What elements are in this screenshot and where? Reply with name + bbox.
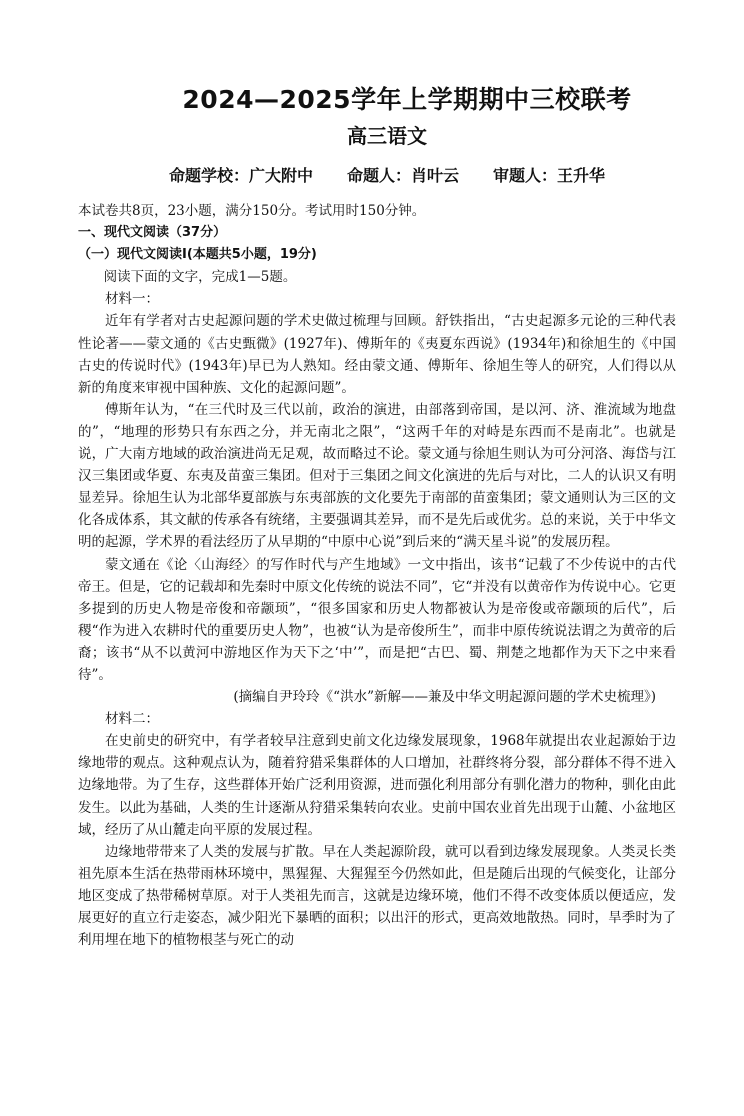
material-2-paragraph: 在史前史的研究中，有学者较早注意到史前文化边缘发展现象，1968年就提出农业起源始于边缘地带的观点。这种观点认为，随着狩猎采集群体的人口增加，社群终将分裂，部分群体不得不进入边缘地带。为了生存，这些群体开始广泛利用资源，进而强化利用部分有驯化潜力的物种，驯化由此发生。以此为基础，人类的生计逐渐从狩猎采集转向农业。史前中国农业首先出现于山麓、小盆地区域，经历了从山麓走向平原的发展过程。 [78, 733, 676, 838]
material-1-paragraph: 近年有学者对古史起源问题的学术史做过梳理与回顾。舒铁指出，“古史起源多元论的三种代表性论著——蒙文通的《古史甄微》(1927年)、傅斯年的《夷夏东西说》(1934年)和徐旭生的《中国古史的传说时代》(1943年)早已为人熟知。经由蒙文通、傅斯年、徐旭生等人的研究，人们得以从新的角度来审视中国种族、文化的起源问题”。 [78, 313, 676, 396]
material-2-label: 材料二： [105, 711, 159, 728]
exam-page [0, 84, 744, 1116]
author-line [78, 164, 676, 188]
subsection-heading: （一）现代文阅读Ⅰ(本题共5小题，19分) [78, 247, 317, 263]
material-2-paragraph: 边缘地带带来了人类的发展与扩散。早在人类起源阶段，就可以看到边缘发展现象。人类灵长类祖先原本生活在热带雨林环境中，黑猩猩、大猩猩至今仍然如此，但是随后出现的气候变化，让部分地区变成了热带稀树草原。对于人类祖先而言，这就是边缘环境，他们不得不改变体质以便适应，发展更好的直立行走姿态，减少阳光下暴晒的面积；以出汗的形式，更高效地散热。同时，旱季时为了利用埋在地下的植物根茎与死亡的动 [78, 843, 676, 949]
material-1-paragraph: 傅斯年认为，“在三代时及三代以前，政治的演进，由部落到帝国，是以河、济、淮流域为地盘的”，“地理的形势只有东西之分，并无南北之限”，“这两千年的对峙是东西而不是南北”。也就是说，广大南方地域的政治演进尚无足观，故而略过不论。蒙文通与徐旭生则认为可分河洛、海岱与江汉三集团或华夏、东夷及苗蛮三集团。但对于三集团之间文化演进的先后与对比，二人的认识又有明显差异。徐旭生认为北部华夏部族与东夷部族的文化要先于南部的苗蛮集团；蒙文通则认为三区的文化各成体系，其文献的传承各有统绪，主要强调其差异，而不是先后或优劣。总的来说，关于中华文明的起源，学术界的看法经历了从早期的“中原中心说”到后来的“满天星斗说”的发展历程。 [78, 401, 676, 551]
section-heading: 一、现代文阅读（37分） [78, 225, 227, 241]
exam-title: 2024—2025学年上学期期中三校联考 [182, 85, 632, 114]
material-1-source: (摘编自尹玲玲《“洪水”新解——兼及中华文明起源问题的学术史梳理》) [233, 689, 656, 706]
reviewer-label: 审题人：王升华 [493, 166, 606, 185]
material-1-label: 材料一： [105, 291, 159, 308]
exam-subtitle: 高三语文 [347, 124, 427, 148]
author-label: 命题人：肖叶云 [346, 166, 459, 185]
reading-instruction: 阅读下面的文字，完成1—5题。 [103, 269, 297, 286]
school-label: 命题学校：广大附中 [168, 166, 313, 185]
exam-intro: 本试卷共8页，23小题，满分150分。考试用时150分钟。 [78, 203, 426, 219]
material-1-paragraph: 蒙文通在《论〈山海经〉的写作时代与产生地域》一文中指出，该书“记载了不少传说中的古代帝王。但是，它的记载却和先秦时中原文化传统的说法不同”，它“并没有以黄帝作为传说中心。它更多提到的历史人物是帝俊和帝颛顼”，“很多国家和历史人物都被认为是帝俊或帝颛顼的后代”，后稷“作为进入农耕时代的重要历史人物”，也被“认为是帝俊所生”，而非中原传统说法谓之为黄帝的后裔；该书“从不以黄河中游地区作为天下之‘中’”，而是把“古巴、蜀、荆楚之地都作为天下之中来看待”。 [78, 556, 676, 683]
exam-content [78, 200, 676, 951]
